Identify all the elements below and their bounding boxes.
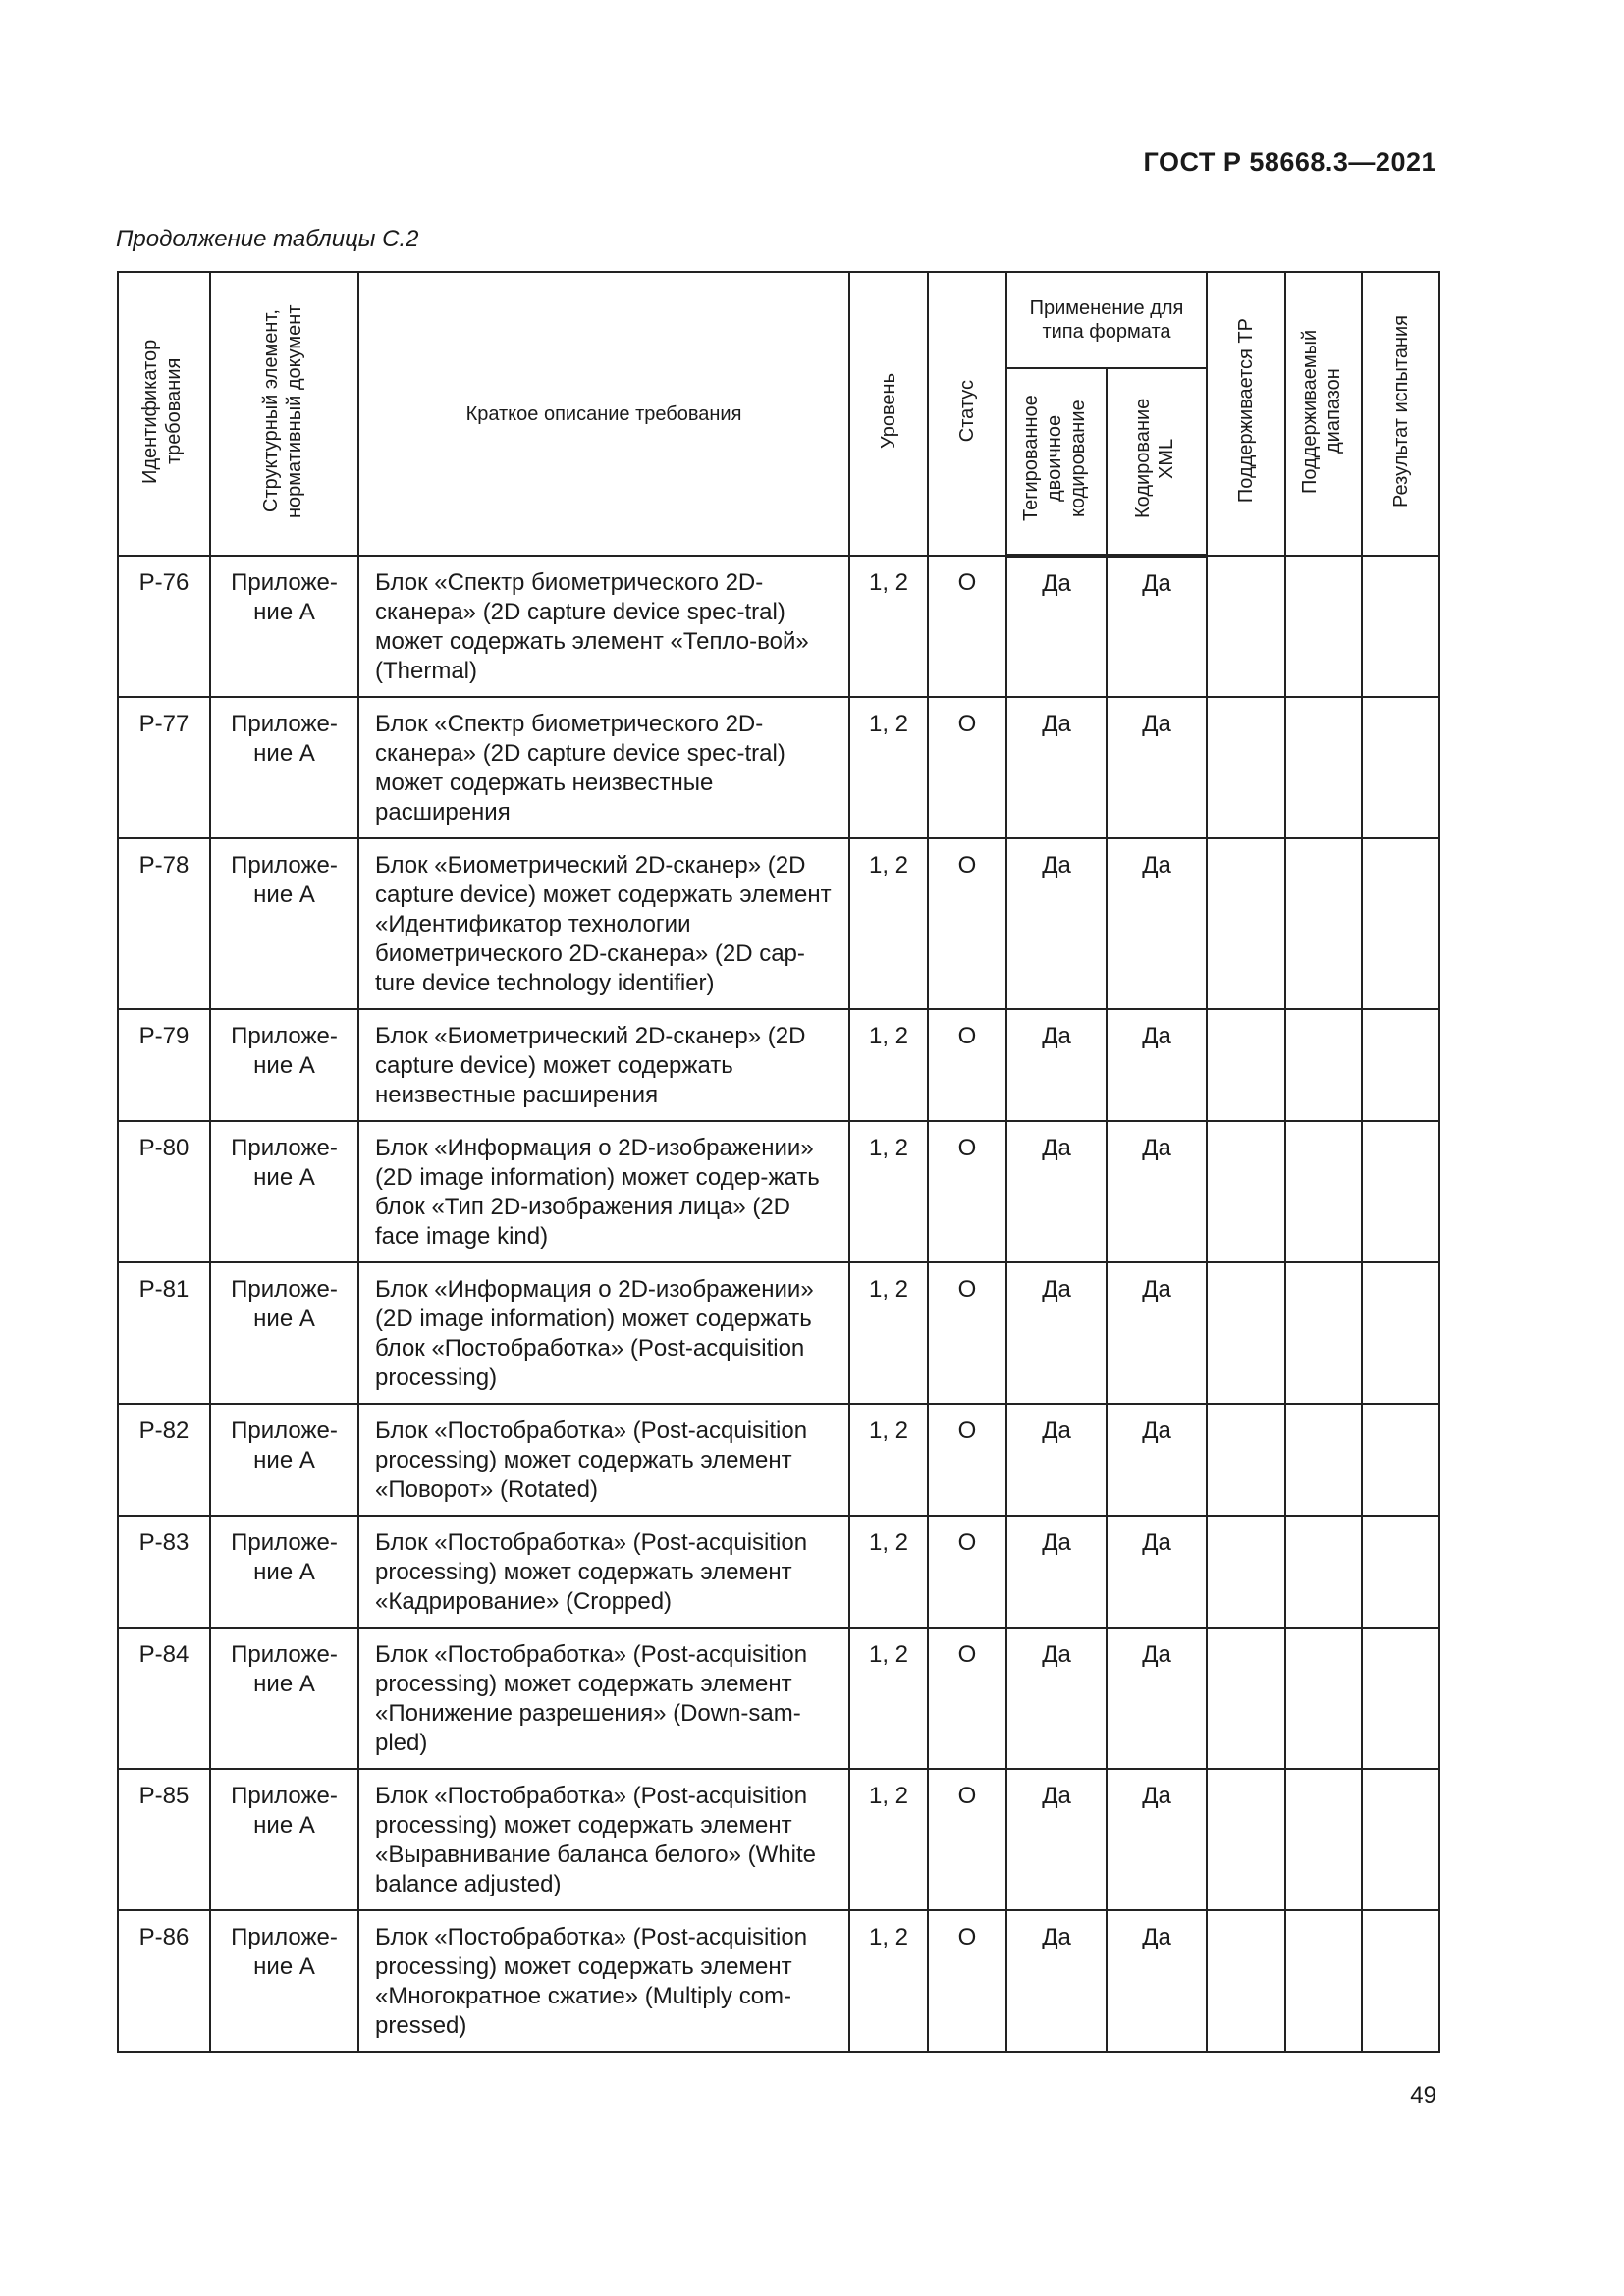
row-xml: Да bbox=[1107, 1628, 1207, 1769]
row-id: Р-83 bbox=[118, 1516, 210, 1628]
row-tagged: Да bbox=[1006, 1769, 1107, 1910]
row-status: О bbox=[928, 1009, 1006, 1121]
row-id: Р-85 bbox=[118, 1769, 210, 1910]
row-supported bbox=[1207, 1009, 1285, 1121]
row-description: Блок «Информация о 2D-изображении» (2D image information) может содер-жать блок «Тип 2D-изображения лица» (2D face image kind) bbox=[358, 1121, 849, 1262]
row-id: Р-76 bbox=[118, 556, 210, 697]
row-description: Блок «Постобработка» (Post-acquisition processing) может содержать элемент «Выравнивание баланса белого» (White balance adjusted) bbox=[358, 1769, 849, 1910]
row-xml: Да bbox=[1107, 1910, 1207, 2052]
row-status: О bbox=[928, 1516, 1006, 1628]
table-row bbox=[118, 1910, 1439, 2052]
page-number: 49 bbox=[1410, 2082, 1436, 2109]
table-caption: Продолжение таблицы С.2 bbox=[116, 226, 419, 252]
row-element: Приложе-ние А bbox=[210, 1404, 358, 1516]
row-level: 1, 2 bbox=[849, 1910, 928, 2052]
table-body bbox=[118, 556, 1439, 2052]
row-range bbox=[1285, 1910, 1362, 2052]
row-level: 1, 2 bbox=[849, 556, 928, 697]
row-description: Блок «Постобработка» (Post-acquisition processing) может содержать элемент «Понижение разрешения» (Down-sam-pled) bbox=[358, 1628, 849, 1769]
row-range bbox=[1285, 697, 1362, 838]
row-range bbox=[1285, 1404, 1362, 1516]
col-header-tagged-label: Тегированное двоичное кодирование bbox=[1020, 395, 1089, 522]
row-id: Р-78 bbox=[118, 838, 210, 1009]
row-status: О bbox=[928, 1769, 1006, 1910]
row-status: О bbox=[928, 1404, 1006, 1516]
row-tagged: Да bbox=[1006, 1404, 1107, 1516]
table-row bbox=[118, 1769, 1439, 1910]
row-range bbox=[1285, 1516, 1362, 1628]
row-id: Р-84 bbox=[118, 1628, 210, 1769]
col-header-element-label: Структурный элемент, нормативный документ bbox=[259, 303, 305, 518]
row-level: 1, 2 bbox=[849, 1121, 928, 1262]
col-header-range-label: Поддерживаемый диапазон bbox=[1299, 328, 1344, 494]
row-description: Блок «Постобработка» (Post-acquisition processing) может содержать элемент «Поворот» (Rotated) bbox=[358, 1404, 849, 1516]
col-header-level bbox=[849, 272, 928, 556]
table-row bbox=[118, 1121, 1439, 1262]
row-status: О bbox=[928, 1628, 1006, 1769]
row-result bbox=[1362, 1121, 1439, 1262]
row-tagged: Да bbox=[1006, 556, 1107, 697]
row-level: 1, 2 bbox=[849, 1009, 928, 1121]
row-supported bbox=[1207, 1628, 1285, 1769]
col-header-id-label: Идентификатор требования bbox=[139, 338, 185, 484]
row-range bbox=[1285, 1262, 1362, 1404]
col-header-status bbox=[928, 272, 1006, 556]
row-result bbox=[1362, 1516, 1439, 1628]
row-xml: Да bbox=[1107, 556, 1207, 697]
row-level: 1, 2 bbox=[849, 1404, 928, 1516]
row-xml: Да bbox=[1107, 1516, 1207, 1628]
col-header-status-label: Статус bbox=[956, 379, 978, 443]
row-result bbox=[1362, 697, 1439, 838]
row-range bbox=[1285, 1628, 1362, 1769]
row-level: 1, 2 bbox=[849, 1769, 928, 1910]
row-element: Приложе-ние А bbox=[210, 697, 358, 838]
row-range bbox=[1285, 1121, 1362, 1262]
row-level: 1, 2 bbox=[849, 1262, 928, 1404]
col-header-xml bbox=[1107, 368, 1207, 556]
table-row bbox=[118, 1516, 1439, 1628]
row-id: Р-79 bbox=[118, 1009, 210, 1121]
col-header-level-label: Уровень bbox=[878, 372, 899, 450]
col-header-description: Краткое описание требования bbox=[358, 272, 849, 556]
row-supported bbox=[1207, 556, 1285, 697]
table-header bbox=[118, 272, 1439, 556]
row-supported bbox=[1207, 1121, 1285, 1262]
requirements-table bbox=[117, 271, 1440, 2053]
row-element: Приложе-ние А bbox=[210, 1516, 358, 1628]
row-description: Блок «Спектр биометрического 2D-сканера» (2D capture device spec-tral) может содержать элемент «Тепло-вой» (Thermal) bbox=[358, 556, 849, 697]
row-status: О bbox=[928, 1121, 1006, 1262]
row-range bbox=[1285, 1769, 1362, 1910]
row-level: 1, 2 bbox=[849, 1628, 928, 1769]
col-header-range bbox=[1285, 272, 1362, 556]
row-result bbox=[1362, 1910, 1439, 2052]
row-description: Блок «Биометрический 2D-сканер» (2D capture device) может содержать элемент «Идентификатор технологии биометрического 2D-сканера» (2D cap-ture device technology identifier) bbox=[358, 838, 849, 1009]
col-header-id bbox=[118, 272, 210, 556]
row-supported bbox=[1207, 1769, 1285, 1910]
row-xml: Да bbox=[1107, 1262, 1207, 1404]
row-tagged: Да bbox=[1006, 697, 1107, 838]
row-supported bbox=[1207, 697, 1285, 838]
row-level: 1, 2 bbox=[849, 838, 928, 1009]
row-xml: Да bbox=[1107, 838, 1207, 1009]
row-element: Приложе-ние А bbox=[210, 556, 358, 697]
row-status: О bbox=[928, 556, 1006, 697]
row-result bbox=[1362, 1769, 1439, 1910]
col-header-supported-label: Поддерживается ТР bbox=[1235, 318, 1257, 504]
col-header-applicability: Применение для типа формата bbox=[1006, 272, 1207, 368]
row-result bbox=[1362, 1628, 1439, 1769]
row-element: Приложе-ние А bbox=[210, 1009, 358, 1121]
row-status: О bbox=[928, 1910, 1006, 2052]
row-id: Р-81 bbox=[118, 1262, 210, 1404]
table-row bbox=[118, 1628, 1439, 1769]
row-xml: Да bbox=[1107, 1121, 1207, 1262]
row-id: Р-80 bbox=[118, 1121, 210, 1262]
row-description: Блок «Постобработка» (Post-acquisition processing) может содержать элемент «Многократное сжатие» (Multiply com-pressed) bbox=[358, 1910, 849, 2052]
row-status: О bbox=[928, 1262, 1006, 1404]
row-element: Приложе-ние А bbox=[210, 838, 358, 1009]
row-element: Приложе-ние А bbox=[210, 1769, 358, 1910]
row-tagged: Да bbox=[1006, 1910, 1107, 2052]
row-element: Приложе-ние А bbox=[210, 1121, 358, 1262]
row-xml: Да bbox=[1107, 1769, 1207, 1910]
row-supported bbox=[1207, 1910, 1285, 2052]
row-supported bbox=[1207, 838, 1285, 1009]
row-element: Приложе-ние А bbox=[210, 1910, 358, 2052]
standard-id: ГОСТ Р 58668.3—2021 bbox=[1143, 147, 1436, 177]
row-range bbox=[1285, 1009, 1362, 1121]
row-result bbox=[1362, 556, 1439, 697]
row-tagged: Да bbox=[1006, 838, 1107, 1009]
col-header-supported bbox=[1207, 272, 1285, 556]
table-row bbox=[118, 838, 1439, 1009]
row-tagged: Да bbox=[1006, 1262, 1107, 1404]
col-header-result-label: Результат испытания bbox=[1389, 314, 1412, 507]
row-tagged: Да bbox=[1006, 1628, 1107, 1769]
row-result bbox=[1362, 1404, 1439, 1516]
row-id: Р-82 bbox=[118, 1404, 210, 1516]
table-row bbox=[118, 697, 1439, 838]
table-row bbox=[118, 1404, 1439, 1516]
row-description: Блок «Биометрический 2D-сканер» (2D capture device) может содержать неизвестные расширения bbox=[358, 1009, 849, 1121]
row-result bbox=[1362, 1262, 1439, 1404]
col-header-tagged bbox=[1006, 368, 1107, 556]
row-xml: Да bbox=[1107, 1404, 1207, 1516]
row-range bbox=[1285, 556, 1362, 697]
row-level: 1, 2 bbox=[849, 1516, 928, 1628]
table-row bbox=[118, 1009, 1439, 1121]
col-header-result bbox=[1362, 272, 1439, 556]
row-tagged: Да bbox=[1006, 1009, 1107, 1121]
row-description: Блок «Информация о 2D-изображении» (2D image information) может содержать блок «Постобработка» (Post-acquisition processing) bbox=[358, 1262, 849, 1404]
row-xml: Да bbox=[1107, 1009, 1207, 1121]
row-level: 1, 2 bbox=[849, 697, 928, 838]
row-status: О bbox=[928, 838, 1006, 1009]
row-result bbox=[1362, 1009, 1439, 1121]
row-status: О bbox=[928, 697, 1006, 838]
row-id: Р-86 bbox=[118, 1910, 210, 2052]
row-element: Приложе-ние А bbox=[210, 1628, 358, 1769]
row-description: Блок «Спектр биометрического 2D-сканера» (2D capture device spec-tral) может содержать неизвестные расширения bbox=[358, 697, 849, 838]
row-element: Приложе-ние А bbox=[210, 1262, 358, 1404]
table-row bbox=[118, 556, 1439, 697]
row-tagged: Да bbox=[1006, 1121, 1107, 1262]
row-description: Блок «Постобработка» (Post-acquisition processing) может содержать элемент «Кадрирование» (Cropped) bbox=[358, 1516, 849, 1628]
row-tagged: Да bbox=[1006, 1516, 1107, 1628]
row-supported bbox=[1207, 1404, 1285, 1516]
row-xml: Да bbox=[1107, 697, 1207, 838]
row-result bbox=[1362, 838, 1439, 1009]
row-id: Р-77 bbox=[118, 697, 210, 838]
col-header-element bbox=[210, 272, 358, 556]
table-row bbox=[118, 1262, 1439, 1404]
row-supported bbox=[1207, 1262, 1285, 1404]
col-header-xml-label: Кодирование XML bbox=[1132, 398, 1177, 519]
row-supported bbox=[1207, 1516, 1285, 1628]
row-range bbox=[1285, 838, 1362, 1009]
